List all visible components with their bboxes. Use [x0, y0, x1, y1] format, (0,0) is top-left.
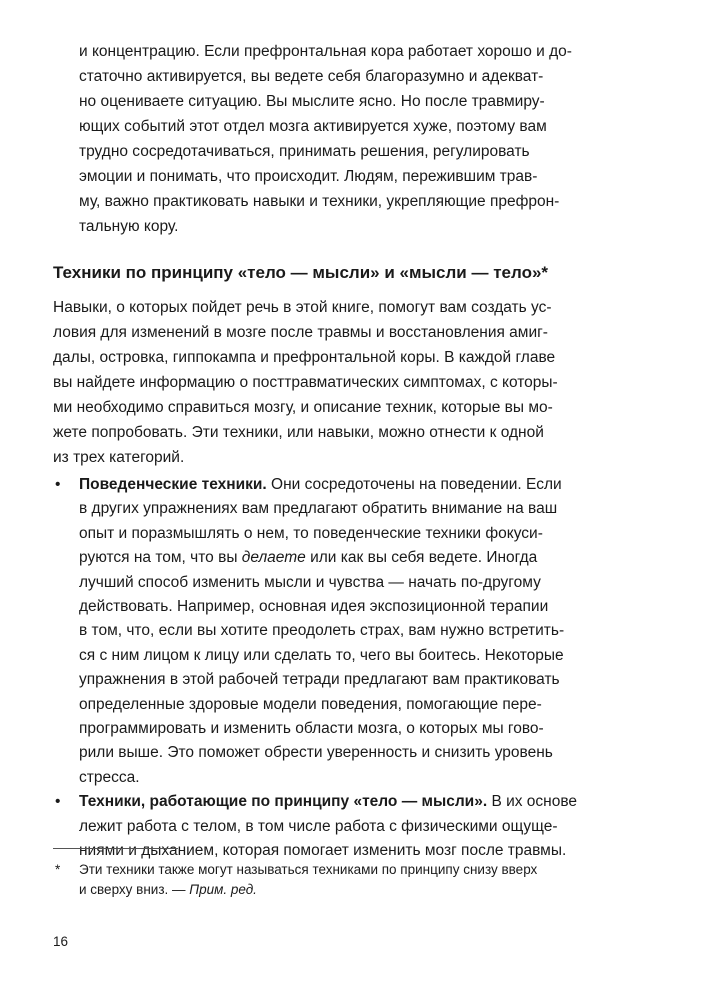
italic-note: Прим. ред.: [189, 882, 257, 897]
text-line: ющих событий этот отдел мозга активируется хуже, поэтому вам: [79, 118, 547, 135]
footnote-line: Эти техники также могут называться техниками по принципу снизу вверх: [79, 862, 538, 877]
page-number: 16: [53, 934, 69, 949]
footnote-marker: *: [55, 862, 61, 877]
text-line: вы найдете информацию о посттравматических симптомах, с которы-: [53, 374, 558, 391]
bullet-title: Техники, работающие по принципу «тело — мысли».: [79, 793, 488, 811]
section-heading: Техники по принципу «тело — мысли» и «мысли — тело»*: [53, 263, 549, 282]
text-line: эмоции и понимать, что происходит. Людям, пережившим трав-: [79, 168, 538, 185]
text-line: тальную кору.: [79, 218, 179, 235]
text-line: ся с ним лицом к лицу или сделать то, чего вы боитесь. Некоторые: [79, 646, 564, 664]
text-line: в том, что, если вы хотите преодолеть страх, вам нужно встретить-: [79, 622, 565, 640]
text-fragment: В их основе: [487, 793, 578, 811]
text-fragment: руются на том, что вы: [79, 549, 242, 567]
text-line: упражнения в этой рабочей тетради предлагают вам практиковать: [79, 671, 560, 689]
footnote-divider: [53, 848, 178, 849]
text-line: лежит работа с телом, в том числе работа с физическими ощуще-: [79, 817, 558, 835]
text-line: рили выше. Это поможет обрести уверенность и снизить уровень: [79, 744, 553, 762]
text-line: лучший способ изменить мысли и чувства — начать по-другому: [79, 573, 541, 591]
text-line: жете попробовать. Эти техники, или навыки, можно отнести к одной: [53, 424, 544, 441]
text-line: ми необходимо справиться мозгу, и описание техник, которые вы мо-: [53, 399, 553, 416]
bullet-item-body-mind: [79, 792, 577, 812]
text-line: ниями и дыханием, которая помогает изменить мозг после травмы.: [79, 842, 567, 859]
text-line: далы, островка, гиппокампа и префронтальной коры. В каждой главе: [53, 349, 556, 366]
text-line: ловия для изменений в мозге после травмы и восстановления амиг-: [53, 324, 548, 341]
text-line: статочно активируется, вы ведете себя благоразумно и адекват-: [79, 68, 544, 85]
text-line: опыт и поразмышлять о нем, то поведенческие техники фокуси-: [79, 524, 543, 542]
text-fragment: и сверху вниз. —: [79, 882, 190, 897]
bullet-marker: •: [55, 793, 61, 811]
text-line: стресса.: [79, 768, 140, 786]
text-line: [79, 548, 537, 568]
bullet-title: Поведенческие техники.: [79, 476, 267, 493]
text-line: трудно сосредотачиваться, принимать решения, регулировать: [79, 143, 530, 160]
text-line: программировать и изменить области мозга, о которых мы гово-: [79, 720, 544, 737]
footnote-line: [79, 881, 257, 899]
bullet-item-behavioral: [79, 475, 562, 495]
text-line: му, важно практиковать навыки и техники, укрепляющие префрон-: [79, 193, 560, 210]
text-line: и концентрацию. Если префронтальная кора работает хорошо и до-: [79, 43, 572, 60]
text-line: действовать. Например, основная идея экспозиционной терапии: [79, 598, 549, 615]
text-line: определенные здоровые модели поведения, помогающие пере-: [79, 695, 542, 713]
text-line: из трех категорий.: [53, 449, 185, 466]
text-fragment: Они сосредоточены на поведении. Если: [266, 476, 562, 493]
italic-word: делаете: [241, 549, 306, 567]
text-line: в других упражнениях вам предлагают обратить внимание на ваш: [79, 500, 558, 518]
text-line: Навыки, о которых пойдет речь в этой книге, помогут вам создать ус-: [53, 299, 552, 316]
text-fragment: или как вы себя ведете. Иногда: [305, 549, 538, 567]
text-line: но оцениваете ситуацию. Вы мыслите ясно. Но после травмиру-: [79, 93, 545, 110]
bullet-marker: •: [55, 476, 61, 493]
